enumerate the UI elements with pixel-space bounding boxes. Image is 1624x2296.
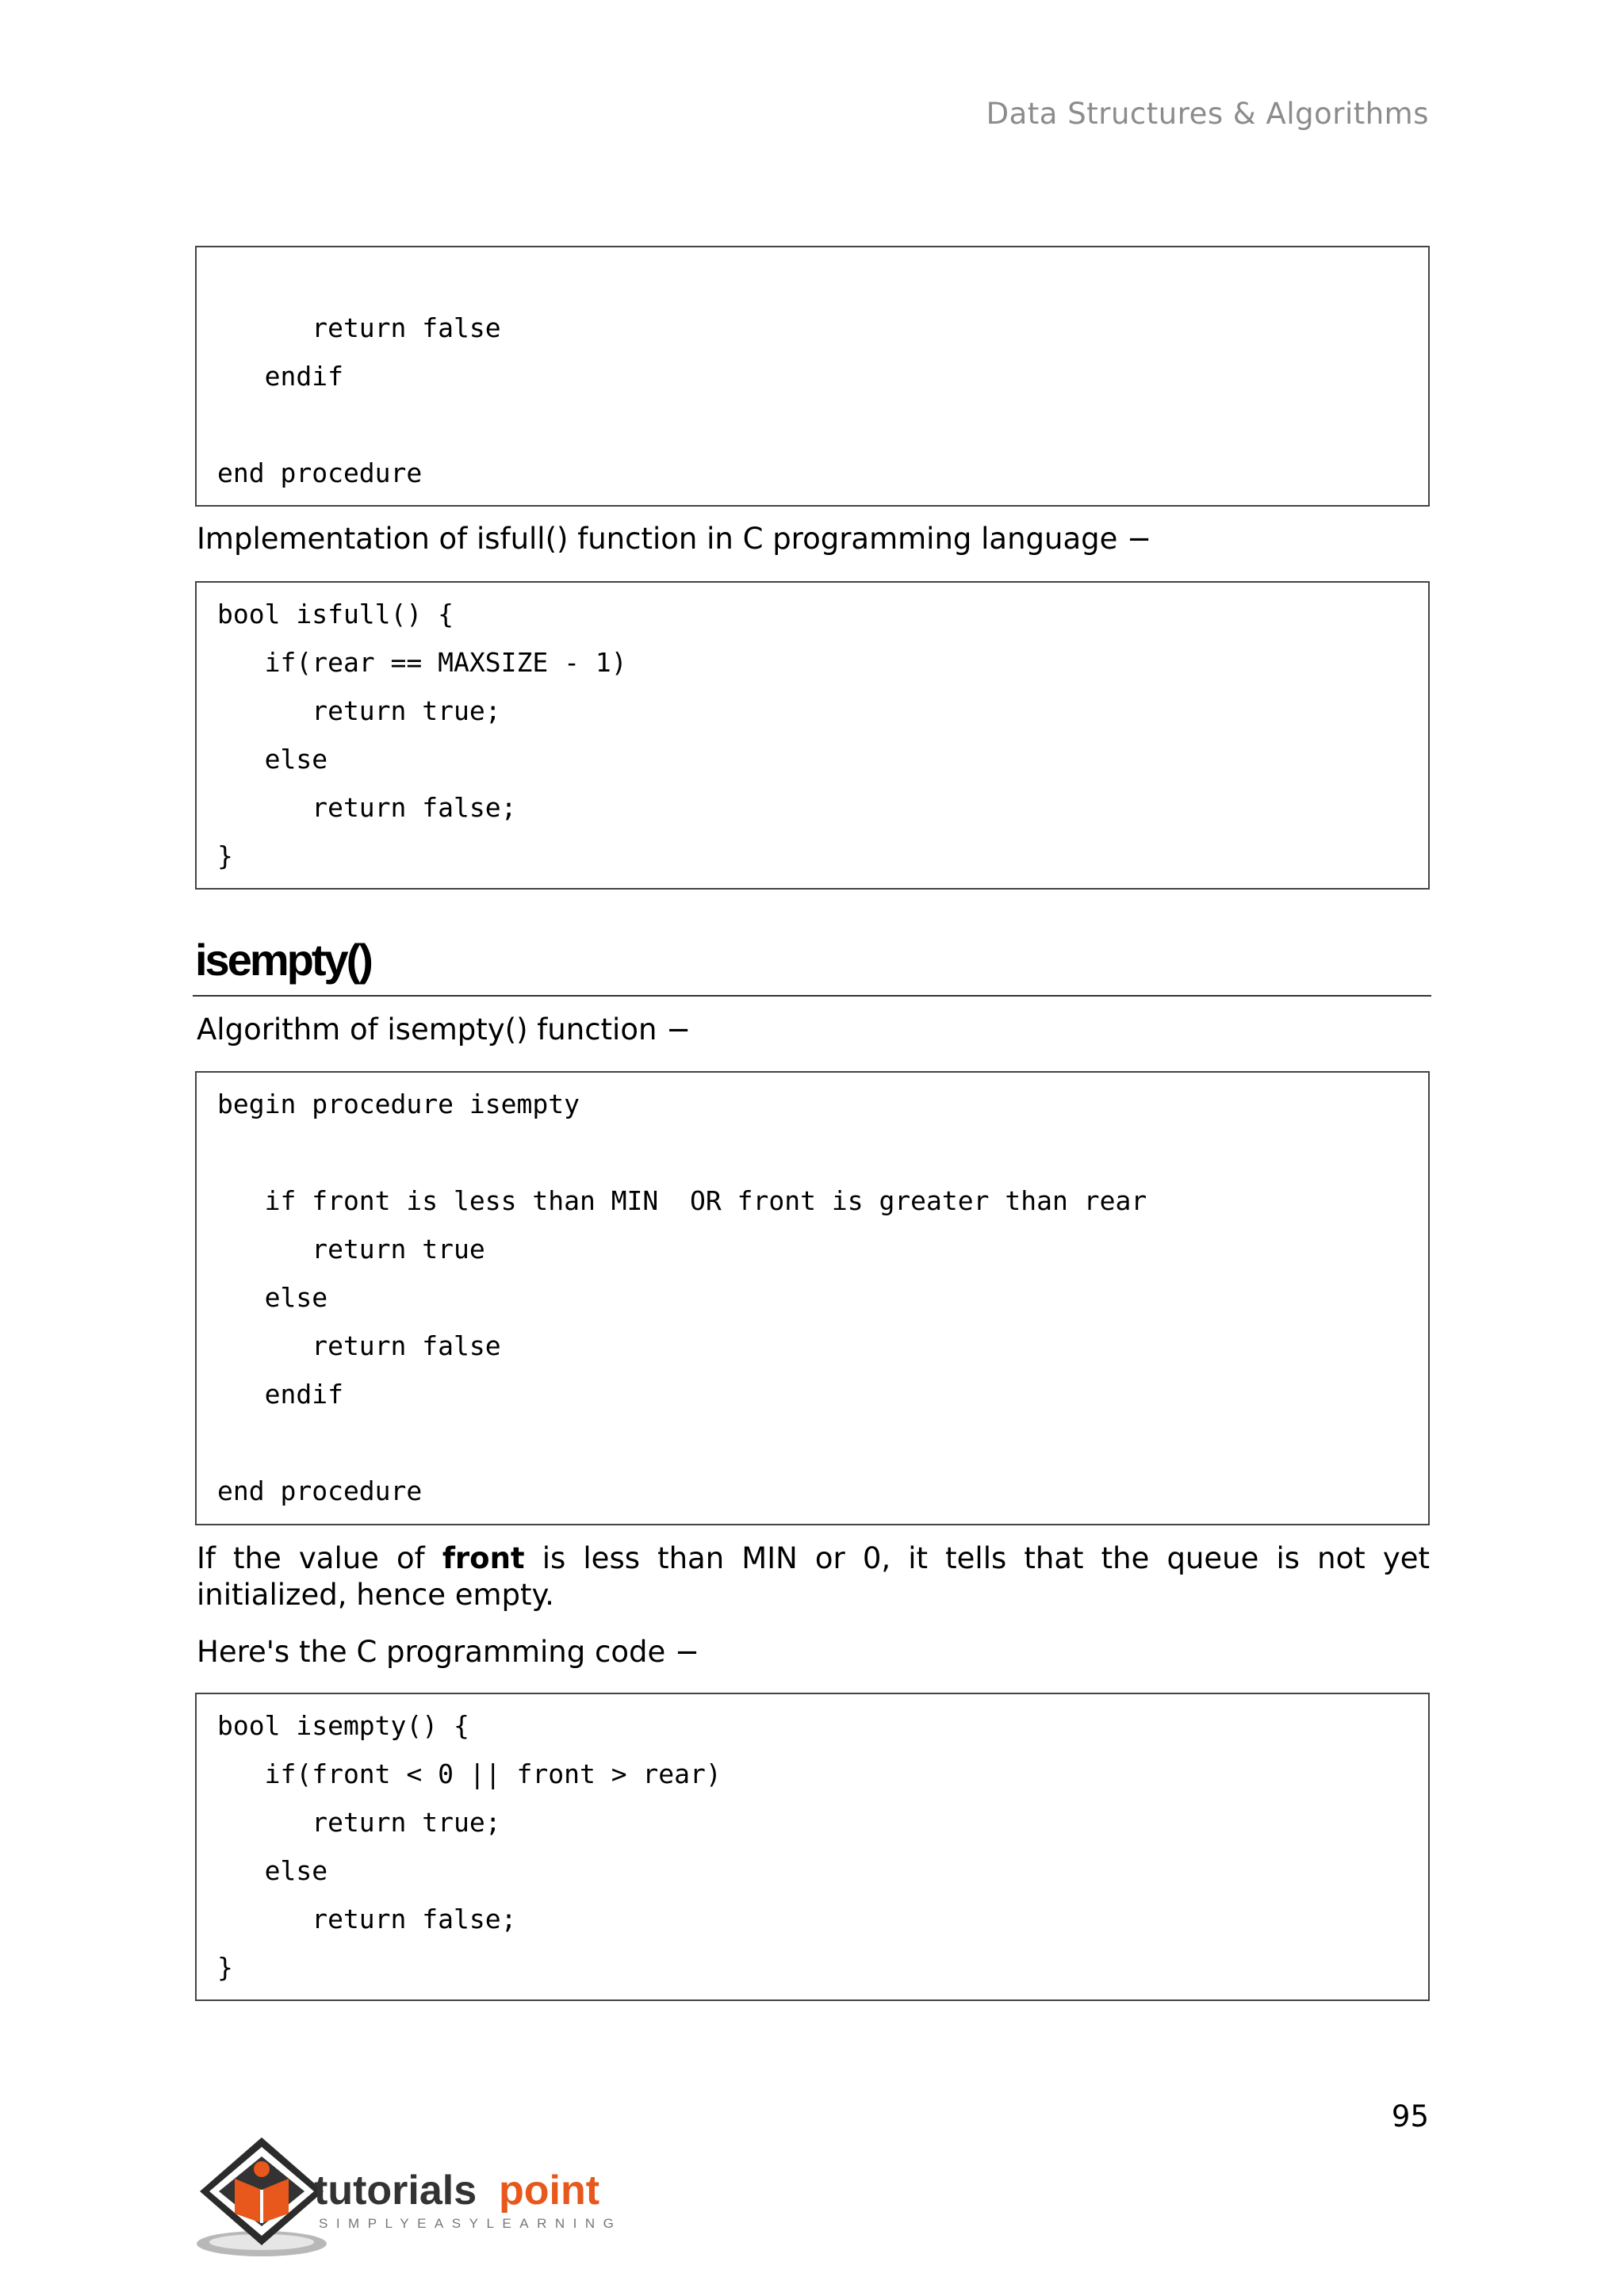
- running-header: Data Structures & Algorithms: [986, 97, 1429, 131]
- paragraph-front-explanation: [197, 1540, 1430, 1613]
- code-line: end procedure: [217, 457, 423, 488]
- tutorialspoint-logo: [195, 2131, 639, 2258]
- code-block-isfull-algorithm-end: [195, 246, 1430, 507]
- code-line: bool isempty() {: [217, 1710, 469, 1741]
- code-line: return true;: [217, 695, 501, 726]
- code-line: return true: [217, 1234, 485, 1265]
- code-line: return false: [217, 1330, 501, 1361]
- code-line: end procedure: [217, 1475, 423, 1506]
- code-line: endif: [217, 1379, 343, 1410]
- section-heading: isempty(): [195, 935, 371, 985]
- code-line: else: [217, 1855, 328, 1886]
- heading-underline: [193, 995, 1431, 997]
- code-line: else: [217, 744, 328, 775]
- code-line: return true;: [217, 1807, 501, 1838]
- logo-tagline: SIMPLYEASYLEARNING: [319, 2216, 622, 2231]
- person-head-icon: [254, 2161, 270, 2177]
- code-line: begin procedure isempty: [217, 1089, 580, 1119]
- code-line: bool isfull() {: [217, 599, 454, 629]
- code-block-isfull-c: [195, 581, 1430, 890]
- paragraph-text: If the value of: [197, 1541, 442, 1575]
- code-block-isempty-algorithm: [195, 1071, 1430, 1525]
- code-line: endif: [217, 361, 343, 392]
- code-line: if(front < 0 || front > rear): [217, 1758, 722, 1789]
- paragraph-isfull-intro: Implementation of isfull() function in C programming language −: [197, 522, 1152, 556]
- code-line: return false: [217, 312, 501, 343]
- logo-brand-accent: point: [499, 2168, 600, 2214]
- code-line: }: [217, 1952, 233, 1983]
- paragraph-text: is less than MIN or 0, it tells that the queue is not yet initialized, hence empty.: [197, 1541, 1431, 1612]
- code-line: if front is less than MIN OR front is greater than rear: [217, 1185, 1147, 1216]
- paragraph-c-code-intro: Here's the C programming code −: [197, 1635, 699, 1669]
- code-line: return false;: [217, 1904, 517, 1934]
- code-line: return false;: [217, 792, 517, 823]
- keyword-front: front: [442, 1541, 525, 1575]
- code-block-isempty-c: [195, 1693, 1430, 2001]
- code-line: }: [217, 840, 233, 871]
- paragraph-isempty-algorithm-intro: Algorithm of isempty() function −: [197, 1012, 691, 1047]
- code-line: else: [217, 1282, 328, 1313]
- logo-brand-dark: tutorials: [314, 2168, 477, 2214]
- code-line: if(rear == MAXSIZE - 1): [217, 647, 627, 678]
- page-number: 95: [1391, 2099, 1429, 2133]
